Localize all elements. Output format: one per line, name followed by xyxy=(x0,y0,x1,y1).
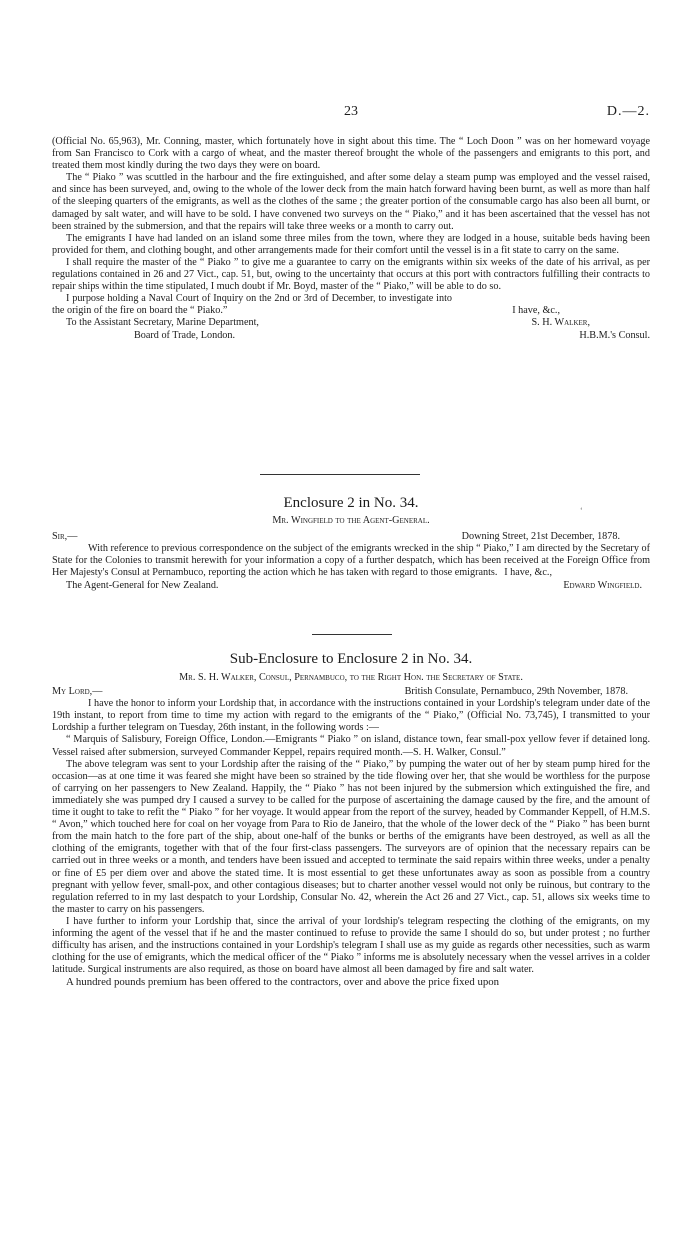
addressee: Board of Trade, London. xyxy=(134,329,236,341)
paragraph: I purpose holding a Naval Court of Inquiry on the 2nd or 3rd of December, to investigate into the origin of the fire on board the “ Piako.” xyxy=(52,293,452,317)
signature-title: H.B.M.'s Consul. xyxy=(579,329,650,341)
salutation: Sir,— xyxy=(52,531,78,543)
paragraph: The “ Piako ” was scuttled in the harbour and the fire extinguished, and after some delay a steam pump was employed and the vessel raised, and since has been surveyed, and, owing to the whole of the lower deck from the main hatch forward having been burnt, as well as more than half of the sleeping quarters of the emigrants, as well as the clothes of the same ; the greater portion of the consumable cargo has also been all burnt, or damaged by salt water, and will have to be sold. I have convened two surveys on the “ Piako,” and it has been ascertained that the vessel has not been strained by the submersion, and that the repairs will take three weeks or a month to carry out. xyxy=(52,172,650,232)
section-divider xyxy=(260,474,420,475)
signature: Edward Wingfield. xyxy=(563,579,642,591)
addressee: The Agent-General for New Zealand. xyxy=(66,579,219,591)
paragraph: The above telegram was sent to your Lordship after the raising of the “ Piako,” by pumping the water out of her by steam pump hired for the occasion—as at one time it was feared she might have been so strained by the tide flowing over her, that she would be worthless for the purpose of carrying on her passengers to New Zealand. Happily, the “ Piako ” has not been injured by the submersion which extinguished the fire, and immediately she was pumped dry I caused a survey to be called for the purpose of ascertaining the damage caused by the fire, and the amount of time it ought to take to refit the “ Piako ” for her voyage. It would appear from the report of the survey, headed by Commander Keppell, of H.M.S. “ Avon,” which touched here for coal on her voyage from Para to Rio de Janeiro, that the whole of the lower deck of the “ Piako ” has been burnt from the main hatch to the fore part of the ship, about one-half of the bunks or berths of the emigrants have been destroyed, as well as all the clothing of the emigrants, together with that of the four first-class passengers. The surveyors are of opinion that the necessary repairs can be carried out in three weeks or a month, and tenders have been issued and accepted to terminate the said repairs within three weeks, under a penalty or fine of £5 per diem over and above the stated time. It is most essential to get these unfortunates away as soon as possible from a country pregnant with yellow fever, small-pox, and other contagious diseases; but to charter another vessel would not only be ruinous, but contrary to the regulation referred to in my last despatch to your Lordship, Consular No. 42, wherein the Act 26 and 27 Vict., cap. 51, allows six weeks time to the master to carry on his passengers. xyxy=(52,758,650,915)
sub-enclosure-subheading: Mr. S. H. Walker, Consul, Pernambuco, to the Right Hon. the Secretary of State. xyxy=(179,672,523,683)
paragraph: The emigrants I have had landed on an island some three miles from the town, where they are lodged in a house, suitable beds having been provided for them, and clothing bought, and other arrangements made for their comfort until the vessel is in a fit state to carry on the same. xyxy=(52,232,650,256)
letter-date: Downing Street, 21st December, 1878. xyxy=(461,531,620,543)
page-header xyxy=(52,104,650,124)
addressee-row xyxy=(52,580,650,592)
salutation-row xyxy=(52,531,650,543)
addressee-row xyxy=(52,330,650,342)
paragraph: I have the honor to inform your Lordship that, in accordance with the instructions contained in your Lordship's telegram under date of the 19th instant, to report from time to time my action with regard to the emigrants of the “ Piako,” (Official No. 73,745), I transmitted to your Lordship a further telegram on Tuesday, 26th instant, in the following words :— xyxy=(52,698,650,734)
paragraph: I have further to inform your Lordship that, since the arrival of your lordship's telegram respecting the clothing of the emigrants, on my informing the agent of the vessel that if he and the master continued to refuse to provide the same I should do so, but under protest ; no further difficulty has arisen, and the instructions contained in your Lordship's telegram I shall use as my guide as regards other necessities, such as warm clothing for the use of emigrants, which the medical officer of the “ Piako ” informs me is absolutely necessary when the vessel arrives in a colder latitude. Surgical instruments are also required, as those on board have almost all been damaged by fire and salt water. xyxy=(52,915,650,976)
addressee-row xyxy=(52,317,650,329)
margin-mark: ‘ xyxy=(580,506,583,515)
paragraph: With reference to previous correspondence on the subject of the emigrants wrecked in the ship “ Piako,” I am directed by the Secretary of State for the Colonies to transmit herewith for your information a copy of a further despatch, which has been received at the Foreign Office from Her Majesty's Consul at Pernambuco, reporting the action which he has taken with regard to those emigrants. xyxy=(52,543,650,579)
section-divider xyxy=(312,634,392,635)
sub-enclosure xyxy=(52,650,650,988)
signature: S. H. Walker, xyxy=(531,317,590,329)
closing: I have, &c., xyxy=(512,305,560,317)
page-number: 23 xyxy=(344,104,358,119)
addressee: To the Assistant Secretary, Marine Department, xyxy=(66,317,259,329)
salutation-row xyxy=(52,686,650,698)
enclosure-subheading: Mr. Wingfield to the Agent-General. xyxy=(272,515,430,526)
closing-line xyxy=(52,293,650,317)
salutation: My Lord,— xyxy=(52,686,103,698)
paragraph: “ Marquis of Salisbury, Foreign Office, London.—Emigrants “ Piako ” on island, distance town, fear small-pox yellow fever if detained long. Vessel raised after submersion, surveyed Commander Keppel, repairs required month.—S. H. Walker, Consul.” xyxy=(52,734,650,758)
closing: I have, &c., xyxy=(504,567,552,579)
paragraph: (Official No. 65,963), Mr. Conning, master, which fortunately hove in sight about this time. The “ Loch Doon ” was on her homeward voyage from San Francisco to Cork with a cargo of wheat, and the master thereof brought the whole of the passengers and emigrants to this port, and treated them most kindly during the two days they were on board. xyxy=(52,136,650,172)
paragraph: I shall require the master of the “ Piako ” to give me a guarantee to carry on the emigrants within six weeks of the date of his arrival, as per regulations contained in 26 and 27 Vict., cap. 51, but, owing to the uncertainty that occurs at this port with contractors fulfilling their contracts to repair ships within the time stipulated, I much doubt if Mr. Boyd, master of the “ Piako,” will be able to do so. xyxy=(52,256,650,293)
consul-letter-continuation xyxy=(52,136,650,342)
enclosure-2 xyxy=(52,494,650,592)
letter-date: British Consulate, Pernambuco, 29th November, 1878. xyxy=(404,686,628,698)
paragraph: A hundred pounds premium has been offered to the contractors, over and above the price fixed upon xyxy=(66,976,500,989)
sub-enclosure-heading: Sub-Enclosure to Enclosure 2 in No. 34. xyxy=(229,651,473,667)
document-reference: D.—2. xyxy=(606,104,650,119)
enclosure-heading: Enclosure 2 in No. 34. xyxy=(283,495,419,511)
